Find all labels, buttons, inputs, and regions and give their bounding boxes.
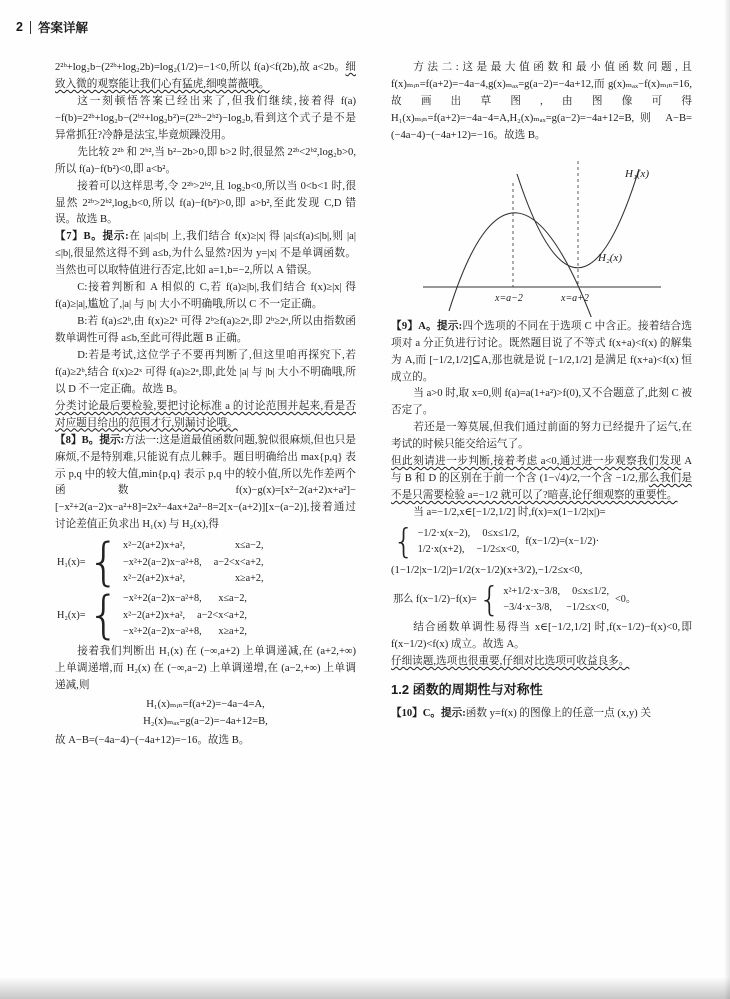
scan-edge-right <box>724 0 730 999</box>
cases-row <box>123 591 247 607</box>
paragraph <box>391 386 692 420</box>
x-left-label: x=a−2 <box>494 292 523 304</box>
paragraph <box>55 179 356 230</box>
header-divider <box>30 21 31 34</box>
paragraph <box>55 229 356 280</box>
text-segment: 【10】C。提示: <box>391 707 466 719</box>
text-segment: 这一刻顿悟答案已经出来了,但我们继续,接着得 f(a)−f(b)=2²ᵇ+log₂b−(2ᵇ²+log₂b²)=(2²ᵇ−2ᵇ²)−log₂b,看到这个式子是不是异常抓狂?冷静是法宝,毕竟烦躁没用。 <box>55 95 356 141</box>
x-right-label: x=a+2 <box>560 292 589 304</box>
case-condition: a−2<x<a+2, <box>213 556 264 568</box>
text-segment: 故 A−B=(−4a−4)−(−4a+12)=−16。故选 B。 <box>55 734 250 746</box>
two-column-layout <box>55 60 692 750</box>
case-expression: x²−2(a+2)x+a², <box>123 609 186 621</box>
h1-curve-label: H₁(x) <box>624 167 649 180</box>
cases-row <box>418 542 520 558</box>
right-column <box>391 60 692 750</box>
text-segment: 仔细读题,选项也很重要,仔细对比选项可收益良多。 <box>391 656 630 667</box>
text-segment: 在 |a|≤|b| 上,我们结合 f(x)≥|x| 得 |a|≤f(a)≤|b|,则 |a|≤|b|,很显然这得不到 a≤b,为什么显然?因为 y=|x| 不是单调函数。当然也可以取特值进行否定,比如 a=1,b=−2,所以 A 错误。 <box>55 231 356 277</box>
text-segment: 2²ᵇ+log₂b−(2²ᵇ+log₂2b)=log₂(1/2)=−1<0,所以 f(a)<f(2b),故 a<2b。 <box>55 62 346 73</box>
paragraph <box>55 733 356 750</box>
cases-row <box>503 600 609 616</box>
text-segment: 接着我们判断出 H₁(x) 在 (−∞,a+2) 上单调递减,在 (a+2,+∞) 上单调递增,而 H₂(x) 在 (−∞,a−2) 上单调递增,在 (a−2,+∞) 上单调递减,则 <box>55 646 356 691</box>
text-segment: 细致入微的观察能让我们心有猛虎,细嗅蔷薇哦。 <box>55 62 356 90</box>
piecewise-formula <box>393 521 692 562</box>
paragraph <box>391 454 692 505</box>
cases-row <box>123 538 264 554</box>
case-expression: x²+1/2·x−3/8, <box>503 585 561 597</box>
cases-row <box>123 555 264 571</box>
paragraph <box>391 60 692 145</box>
text-segment: 方法二:这是最大值函数和最小值函数问题,且 f(x)ₘᵢₙ=f(a+2)=−4a−4,g(x)ₘₐₓ=g(a−2)=−4a+12,而 g(x)ₘₐₓ−f(x)ₘᵢₙ=16,故画出草图,由图像可得 H₁(x)ₘᵢₙ=f(a+2)=−4a−4=A,H₂(x)ₘₐₓ=g(a−2)=−4a+12=B,则 A−B=(−4a−4)−(−4a+12)=−16。故选 B。 <box>391 62 692 141</box>
centered-formula <box>55 697 356 731</box>
paragraph <box>55 314 356 348</box>
page-number: 2 <box>16 20 23 34</box>
paragraph <box>391 319 692 387</box>
case-condition: −1/2≤x<0, <box>476 544 520 556</box>
text-segment: A 与 B 和 D 的区别在于前一个含 (1−√4)/2,一个含 −1/2,那 <box>391 456 692 485</box>
cases-rows <box>503 584 609 617</box>
case-condition: x≤a−2, <box>234 540 264 552</box>
piecewise-formula <box>57 585 356 645</box>
text-segment: 当 a=−1/2,x∈[−1/2,1/2] 时,f(x)=x(1−1/2|x|)= <box>413 507 606 518</box>
text-segment: C:接着判断和 A 相似的 C,若 f(a)≥|b|,我们结合 f(x)≥|x| 得 f(a)≥|a|,尴尬了,|a| 与 |b| 大小不明确哦,所以 C 不一定正确。 <box>55 282 356 311</box>
case-expression: 1/2·x(x+2), <box>417 544 465 556</box>
paragraph <box>55 399 356 433</box>
paragraph <box>55 60 356 94</box>
piecewise-formula <box>57 532 356 592</box>
text-segment: 结合函数单调性易得当 x∈[−1/2,1/2] 时,f(x−1/2)−f(x)<0,即 f(x−1/2)<f(x) 成立。故选 A。 <box>391 622 692 651</box>
cases-row <box>123 571 264 587</box>
paragraph <box>55 644 356 695</box>
page-title: 答案详解 <box>37 21 88 35</box>
cases-row <box>418 526 520 542</box>
text-segment: 【9】A。提示: <box>391 320 463 332</box>
paragraph <box>391 706 692 723</box>
cases-brace: { <box>87 585 120 645</box>
text-segment: 方法一:这是道最值函数问题,貌似很麻烦,但也只是麻烦,不是特别难,只能说有点儿棘手。题目明确给出 max{p,q} 表示 p,q 中的较大值,min{p,q} 表示 p,q 中的较小值,所以先作差两个函数 f(x)−g(x)=[x²−2(a+2)x+a²]−[−x²+2(a−2)x−a²+8]=2x²−4ax+2a²−8=2[x−(a+2)][x−(a−2)],接着通过讨论差值正负求出 H₁(x) 与 H₂(x),得 <box>55 434 356 531</box>
cases-row <box>123 624 247 640</box>
text-segment: 四个选项的不同在于选项 C 中含正。接着结合选项对 a 分正负进行讨论。既然题目说了不等式 f(x+a)<f(x) 的解集为 A,而 [−1/2,1/2]⊆A,那也就是说 [−1/2,1/2] 是满足 f(x+a)<f(x) 恒成立的。 <box>391 320 692 383</box>
formula-line: H₂(x)ₘₐₓ=g(a−2)=−4a+12=B, <box>143 715 268 727</box>
cases-row <box>503 584 609 600</box>
case-condition: 0≤x≤1/2, <box>482 527 520 539</box>
case-expression: −3/4·x−3/8, <box>503 601 552 613</box>
paragraph <box>391 563 692 580</box>
piecewise-formula <box>393 579 692 620</box>
paragraph <box>55 94 356 145</box>
cases-brace: { <box>478 579 501 620</box>
text-segment: 先比较 2²ᵇ 和 2ᵇ²,当 b²−2b>0,即 b>2 时,很显然 2²ᵇ<2ᵇ²,log₂b>0,所以 f(a)−f(b²)<0,即 a<b²。 <box>55 146 356 175</box>
case-condition: 0≤x≤1/2, <box>572 585 610 597</box>
cases-brace: { <box>87 532 120 592</box>
cases-rows <box>123 538 264 587</box>
case-expression: −x²+2(a−2)x−a²+8, <box>123 593 202 605</box>
page-header <box>16 18 88 36</box>
text-segment: D:若是考试,这位学子不要再判断了,但这里咱再探究下,若 f(a)≥2ᵇ,结合 f(x)≥2ˣ 可得 f(a)≥2ᵃ,即,此处 |a| 与 |b| 大小不明确哦,所以 D 不一定正确。故选 B。 <box>55 349 356 395</box>
text-segment: 【8】B。提示: <box>55 434 125 446</box>
left-column <box>55 60 356 750</box>
paragraph <box>391 505 692 522</box>
case-condition: a−2<x<a+2, <box>197 609 247 621</box>
case-expression: −x²+2(a−2)x−a²+8, <box>123 556 202 568</box>
function-graph-figure <box>417 149 667 317</box>
formula-lead: H₂(x)= <box>57 609 86 621</box>
text-segment: 但此刻请进一步判断,接着考虑 a<0,通过进一步观察我们发现 <box>391 456 682 468</box>
parabolas-plot <box>417 149 667 317</box>
paragraph <box>55 145 356 179</box>
formula-lead: 那么 f(x−1/2)−f(x)= <box>393 593 477 605</box>
case-condition: x≥a+2, <box>234 572 264 584</box>
text-segment: (1−1/2|x−1/2|)=1/2(x−1/2)(x+3/2),−1/2≤x<0, <box>391 564 583 576</box>
case-expression: x²−2(a+2)x+a², <box>123 540 186 552</box>
case-condition: x≥a+2, <box>218 625 247 637</box>
text-segment: 接着可以这样思考,令 2²ᵇ>2ᵇ²,且 log₂b<0,所以当 0<b<1 时,很显然 2²ᵇ>2ᵇ²,log₂b<0,所以 f(a)−f(b²)>0,即 a>b²,至此发现 C,D 错误。故选 B。 <box>55 180 356 226</box>
formula-line: H₁(x)ₘᵢₙ=f(a+2)=−4a−4=A, <box>146 698 265 710</box>
case-condition: −1/2≤x<0, <box>566 601 610 613</box>
cases-row <box>123 608 247 624</box>
text-segment: 分类讨论最后要检验,要把讨论标准 a 的讨论范围并起来,看是否对应题目给出的范围才行,别漏讨论哦。 <box>55 400 356 429</box>
cases-rows <box>123 591 247 640</box>
text-segment: 么我们是不是只需要检验 a=−1/2 就可以了?暗喜,论仔细观察的重要性。 <box>391 473 692 502</box>
scan-edge-bottom <box>0 977 730 999</box>
text-segment: B:若 f(a)≤2ᵇ,由 f(x)≥2ˣ 可得 2ᵇ≥f(a)≥2ᵃ,即 2ᵇ≥2ᵃ,所以由指数函数单调性可得 a≤b,至此可得此题 B 正确。 <box>55 316 356 344</box>
h2-curve-label: H₂(x) <box>597 251 622 264</box>
paragraph <box>55 280 356 314</box>
formula-lead: H₁(x)= <box>57 556 86 568</box>
paragraph <box>55 433 356 535</box>
formula-trail: <0。 <box>615 593 637 605</box>
section-heading: 1.2 函数的周期性与对称性 <box>391 681 543 697</box>
paragraph <box>55 348 356 399</box>
text-segment: 当 a>0 时,取 x=0,则 f(a)=a(1+a²)>f(0),又不合题意了,此刻 C 被否定了。 <box>391 388 692 417</box>
case-expression: x²−2(a+2)x+a², <box>123 572 186 584</box>
case-expression: −1/2·x(x−2), <box>417 527 471 539</box>
cases-brace: { <box>393 521 415 562</box>
paragraph <box>391 654 692 671</box>
case-expression: −x²+2(a−2)x−a²+8, <box>123 625 202 637</box>
paragraph <box>391 420 692 454</box>
case-condition: x≤a−2, <box>218 593 247 605</box>
cases-rows <box>418 526 520 559</box>
text-segment: 函数 y=f(x) 的图像上的任意一点 (x,y) 关 <box>465 707 651 719</box>
text-segment: 【7】B。提示: <box>55 231 129 243</box>
paragraph <box>391 620 692 654</box>
formula-trail: f(x−1/2)=(x−1/2)· <box>525 536 600 548</box>
text-segment: 若还是一筹莫展,但我们通过前面的努力已经提升了运气,在考试的时候只能交给运气了。 <box>391 422 692 451</box>
